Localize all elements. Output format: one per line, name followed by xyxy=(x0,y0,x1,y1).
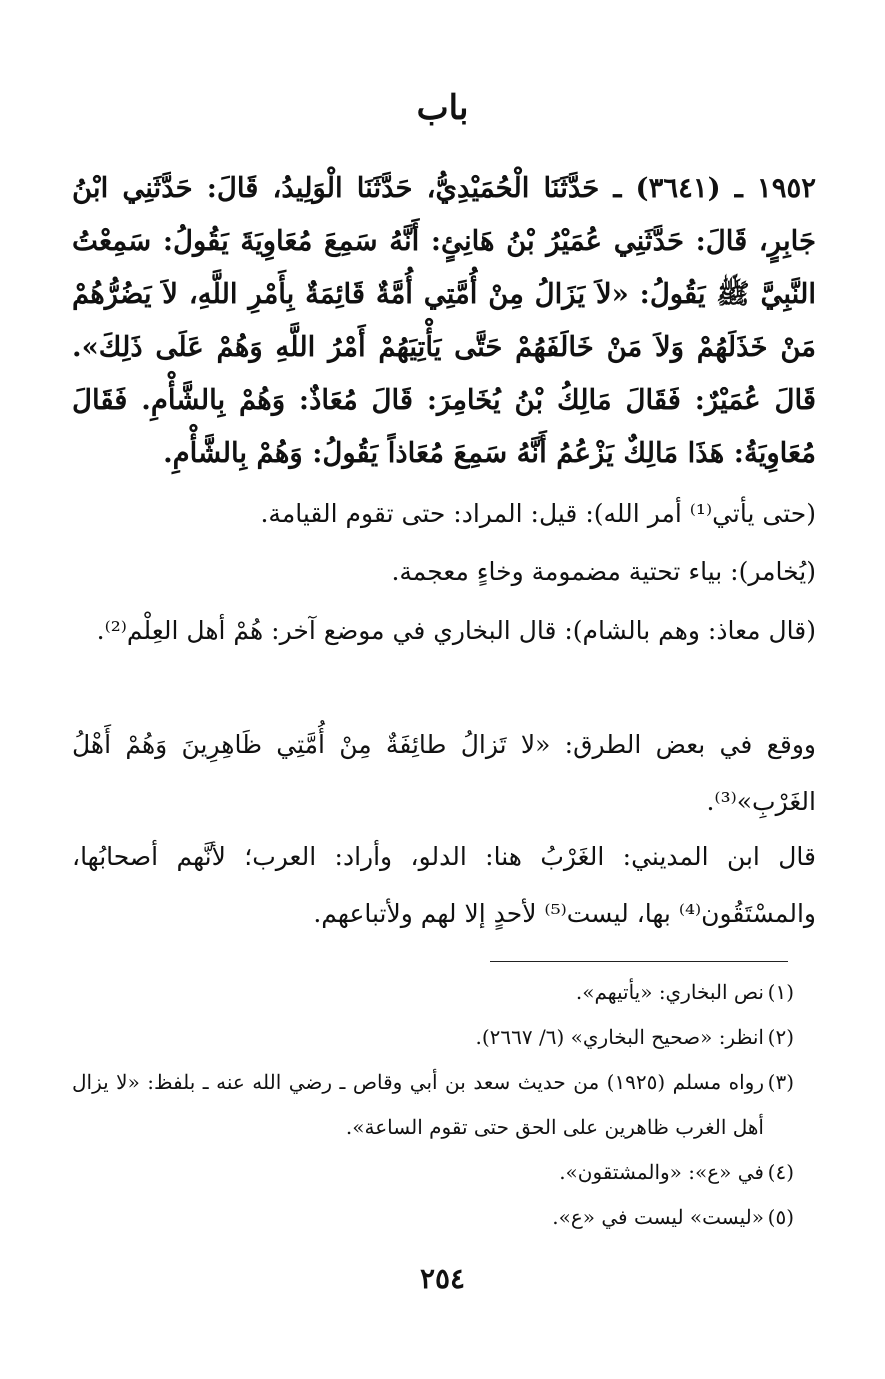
commentary-paragraph-3: (قال معاذ: وهم بالشام): قال البخاري في موضع آخر: هُمْ أهل العِلْم⁽²⁾. xyxy=(96,616,816,645)
footnote-number: (٣) xyxy=(767,1070,794,1094)
footnote-item xyxy=(72,1060,816,1150)
footnote-item xyxy=(72,970,816,1015)
footnote-number: (١) xyxy=(767,980,794,1004)
footnotes-list xyxy=(72,970,816,1240)
footnote-text: نص البخاري: «يأتيهم». xyxy=(575,980,764,1004)
commentary-paragraph-5: قال ابن المديني: الغَرْبُ هنا: الدلو، وأراد: العرب؛ لأنَّهم أصحابُها، والمسْتَقُون⁽⁴⁾ بها، ليست⁽⁵⁾ لأحدٍ إلا لهم ولأتباعهم. xyxy=(72,842,816,928)
chapter-heading: باب xyxy=(416,88,469,128)
commentary-paragraph-2: (يُخامر): بياء تحتية مضمومة وخاءٍ معجمة. xyxy=(391,557,816,586)
footnote-text: في «ع»: «والمشتقون». xyxy=(559,1160,764,1184)
footnote-item xyxy=(72,1195,816,1240)
footnote-text: «ليست» ليست في «ع». xyxy=(552,1205,764,1229)
commentary-paragraph-4: ووقع في بعض الطرق: «لا تَزالُ طائِفَةٌ مِنْ أُمَّتِي ظَاهِرِينَ وَهُمْ أَهْلُ الغَرْبِ»⁽³⁾. xyxy=(72,730,816,816)
footnote-number: (٥) xyxy=(767,1205,794,1229)
hadith-text: ١٩٥٢ ـ (٣٦٤١) ـ حَدَّثَنَا الْحُمَيْدِيُّ، حَدَّثَنَا الْوَلِيدُ، قَالَ: حَدَّثَنِي ابْنُ جَابِرٍ، قَالَ: حَدَّثَنِي عُمَيْرُ بْنُ هَانِئٍ: أَنَّهُ سَمِعَ مُعَاوِيَةَ يَقُولُ: سَمِعْتُ النَّبِيَّ ﷺ يَقُولُ: «لاَ يَزَالُ مِنْ أُمَّتِي أُمَّةٌ قَائِمَةٌ بِأَمْرِ اللَّهِ، لاَ يَضُرُّهُمْ مَنْ خَذَلَهُمْ وَلاَ مَنْ خَالَفَهُمْ حَتَّى يَأْتِيَهُمْ أَمْرُ اللَّهِ وَهُمْ عَلَى ذَلِكَ». قَالَ عُمَيْرٌ: فَقَالَ مَالِكُ بْنُ يُخَامِرَ: قَالَ مُعَاذٌ: وَهُمْ بِالشَّأْمِ. فَقَالَ مُعَاوِيَةُ: هَذَا مَالِكٌ يَزْعُمُ أَنَّهُ سَمِعَ مُعَاذاً يَقُولُ: وَهُمْ بِالشَّأْمِ. xyxy=(72,172,817,469)
footnote-item xyxy=(72,1150,816,1195)
commentary-paragraph-1: (حتى يأتي⁽¹⁾ أمر الله): قيل: المراد: حتى تقوم القيامة. xyxy=(260,499,816,528)
footnote-divider xyxy=(490,961,788,962)
footnote-text: رواه مسلم (١٩٢٥) من حديث سعد بن أبي وقاص ـ رضي الله عنه ـ بلفظ: «لا يزال أهل الغرب ظاهرين على الحق حتى تقوم الساعة». xyxy=(72,1070,764,1139)
footnote-text: انظر: «صحيح البخاري» (٦/ ٢٦٦٧). xyxy=(475,1025,764,1049)
footnote-item xyxy=(72,1015,816,1060)
footnote-number: (٤) xyxy=(767,1160,794,1184)
footnote-number: (٢) xyxy=(767,1025,794,1049)
page-number: ٢٥٤ xyxy=(419,1262,466,1295)
